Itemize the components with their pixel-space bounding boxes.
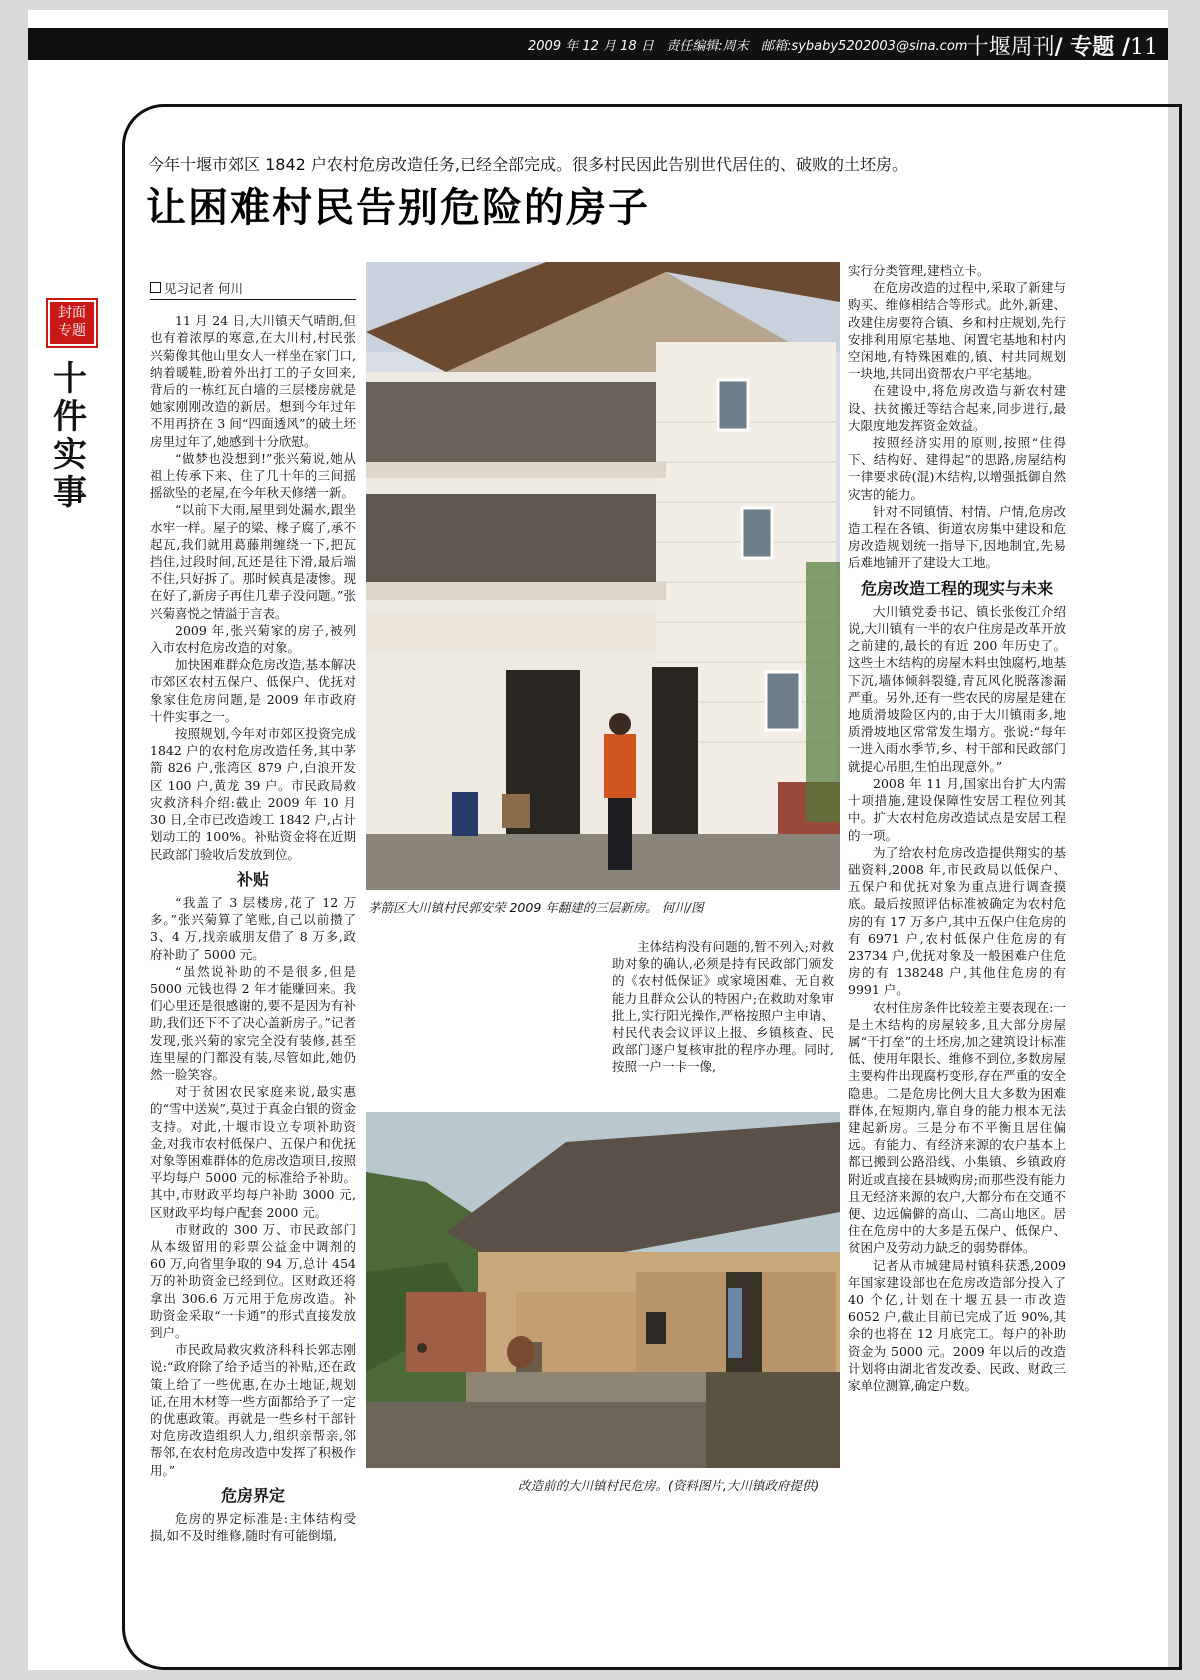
subheading-definition: 危房界定 <box>220 1485 285 1505</box>
paragraph: 2009 年,张兴菊家的房子,被列入市农村危房改造的对象。 <box>150 622 356 656</box>
publication-name: 十堰周刊 <box>966 35 1055 60</box>
article-headline: 让困难村民告别危险的房子 <box>146 185 650 231</box>
page-header-bar <box>28 28 1168 60</box>
paragraph: 11 月 24 日,大川镇天气晴朗,但也有着浓厚的寒意,在大川村,村民张兴菊像其他山里女人一样坐在家门口,纳着暖鞋,盼着外出打工的子女回来,背后的一栋红瓦白墙的三层楼房就是她家刚刚改造的新居。想到今年过年不用再挤在 3 间“四面透风”的破土坯房里过年了,她感到十分欣慰。 <box>150 313 356 449</box>
paragraph: “以前下大雨,屋里到处漏水,跟坐水牢一样。屋子的梁、椽子腐了,承不起瓦,我们就用葛藤荆缠绕一下,把瓦挡住,过段时间,瓦还是往下滑,最后端不住,只好拆了。那时候真是凄惨。现在好了,新房子再住几辈子没问题。”张兴菊喜悦之情溢于言表。 <box>150 502 356 621</box>
column-title <box>52 360 88 512</box>
column-title-char: 十 <box>53 359 87 399</box>
article-lead: 今年十堰市郊区 1842 户农村危房改造任务,已经全部完成。很多村民因此告别世代居住的、破败的土坯房。 <box>148 155 908 174</box>
old-house-illustration <box>366 1112 840 1468</box>
paragraph: 大川镇党委书记、镇长张俊江介绍说,大川镇有一半的农户住房是改革开放之前建的,最长的有近 200 年历史了。这些土木结构的房屋木料虫蚀腐朽,地基下沉,墙体倾斜裂缝,青瓦风化脱落渗漏严重。另外,还有一些农民的房屋是建在地质滑坡险区内的,由于大川镇雨多,地质滑坡地区常常发生塌方。张说:“每年一进入雨水季节,乡、村干部和民政部门就提心吊胆,生怕出现意外。” <box>848 603 1066 774</box>
photo-old-house <box>366 1112 840 1468</box>
photo-caption-old-house: 改造前的大川镇村民危房。(资料图片,大川镇政府提供) <box>518 1478 820 1493</box>
page-number: 11 <box>1130 35 1158 60</box>
paragraph: 2008 年 11 月,国家出台扩大内需十项措施,建设保障性安居工程位列其中。扩大农村危房改造试点是安居工程的一项。 <box>848 775 1066 843</box>
section-badge <box>48 300 96 346</box>
byline-text: 见习记者 何川 <box>164 281 243 296</box>
paragraph: 按照经济实用的原则,按照“住得下、结构好、建得起”的思路,房屋结构一律要求砖(混)木结构,以增强抵御自然灾害的能力。 <box>848 435 1066 502</box>
byline-box-icon <box>150 282 161 293</box>
photo-caption-new-house: 茅箭区大川镇村民郭安荣 2009 年翻建的三层新房。 何川/图 <box>368 900 704 915</box>
paragraph: 市财政的 300 万、市民政部门从本级留用的彩票公益金中调剂的 60 万,向省里争取的 94 万,总计 454 万的补助资金已经到位。区财政还将拿出 306.6 万元用于危房改造。补助资金采取“一卡通”的形式直接发放到户。 <box>150 1221 356 1340</box>
paragraph: 危房的界定标准是:主体结构受损,如不及时维修,随时有可能倒塌, <box>150 1511 356 1544</box>
paragraph: 实行分类管理,建档立卡。 <box>848 263 990 278</box>
paragraph: 市民政局救灾救济科科长郭志刚说:“政府除了给予适当的补贴,还在政策上给了一些优惠,在办土地证,规划证,在用木材等一些方面都给予了一定的优惠政策。再就是一些乡村干部针对危房改造组织人力,组织亲帮亲,邻帮邻,在农村危房改造中发挥了积极作用。” <box>150 1342 356 1478</box>
paragraph: “做梦也没想到!”张兴菊说,她从祖上传承下来、住了几十年的三间摇摇欲坠的老屋,在今年秋天修缮一新。 <box>150 450 356 501</box>
paragraph: 按照规划,今年对市郊区投资完成 1842 户的农村危房改造任务,其中茅箭 826 户,张湾区 879 户,白浪开发区 100 户,黄龙 39 户。市民政局救灾救济科介绍:截止 2009 年 10 月 30 日,全市已改造竣工 1842 户,占计划动工的 100%。补贴资金将在近期民政部门验收后发放到位。 <box>150 726 356 862</box>
paragraph: 在建设中,将危房改造与新农村建设、扶贫搬迁等结合起来,同步进行,最大限度地发挥资金效益。 <box>848 383 1066 433</box>
badge-label-top: 封面 <box>58 305 86 321</box>
paragraph: 记者从市城建局村镇科获悉,2009 年国家建设部也在危房改造部分投入了 40 个亿,计划在十堰五县一市改造 6052 户,截止目前已完成了近 90%,其余的也将在 12 月底完工。每户的补助资金为 5000 元。2009 年以后的改造计划将由湖北省发改委、民政、财政三家单位测算,确定户数。 <box>848 1257 1066 1393</box>
photo-new-house <box>366 262 840 890</box>
paragraph: 在危房改造的过程中,采取了新建与购买、维修相结合等形式。此外,新建、改建住房要符合镇、乡和村庄规划,先行安排利用原宅基地、闲置宅基地和村内空闲地,有特殊困难的,镇、村共同规划一块地,共同出资帮农户平宅基地。 <box>848 280 1066 382</box>
paragraph: 加快困难群众危房改造,基本解决市郊区农村五保户、低保户、优抚对象家住危房问题,是 2009 年市政府十件实事之一。 <box>150 657 356 724</box>
byline <box>150 280 356 300</box>
editor-email: 邮箱:sybaby5202003@sina.com <box>761 39 968 54</box>
paragraph: “虽然说补助的不是很多,但是 5000 元钱也得 2 年才能赚回来。我们心里还是很感谢的,要不是因为有补助,我们还下不了决心盖新房子。”记者发现,张兴菊的家完全没有装修,甚至连里屋的门都没有装,尽管如此,她仍然一脸笑容。 <box>150 963 356 1082</box>
issue-date: 2009 年 12 月 18 日 <box>528 39 654 54</box>
masthead <box>967 30 1158 61</box>
new-house-illustration <box>366 262 840 890</box>
paragraph: 农村住房条件比较差主要表现在:一是土木结构的房屋较多,且大部分房屋属“干打垒”的土坯房,加之建筑设计标准低、使用年限长、维修不到位,多数房屋主要构件出现腐朽变形,存在严重的安全隐患。二是危房比例大且大多数为困难群体,在短期内,靠自身的能力根本无法建起新房。三是分布不平衡且居住偏远。有能力、有经济来源的农户基本上都已搬到公路沿线、小集镇、乡镇政府附近或直接在县城购房;而那些没有能力且无经济来源的农户,大都分布在交通不便、边远偏僻的高山、二高山地区。居住在危房中的大多是五保户、低保户、贫困户及劳动力缺乏的弱势群体。 <box>848 999 1066 1256</box>
column-title-char: 实 <box>53 435 87 475</box>
column-title-char: 事 <box>53 473 87 513</box>
paragraph: 对于贫困农民家庭来说,最实惠的“雪中送炭”,莫过于真金白银的资金支持。对此,十堰市设立专项补助资金,对我市农村低保户、五保户和优抚对象等困难群体的危房改造项目,按照平均每户 5000 元的标准给予补助。其中,市财政平均每户补助 3000 元,区财政平均每户配套 2000 元。 <box>150 1084 356 1220</box>
article-column-3 <box>848 262 1066 1394</box>
article-column-1 <box>150 280 356 1544</box>
paragraph: 主体结构没有问题的,暂不列入;对救助对象的确认,必须是持有民政部门颁发的《农村低保证》或家境困难、无自救能力且群众公认的特困户;在救助对象审批上,实行阳光操作,严格按照户主申请、村民代表会议评议上报、乡镇核查、民政部门逐户复核审批的程序办理。同时,按照一户一卡一像, <box>612 939 834 1075</box>
paragraph: “我盖了 3 层楼房,花了 12 万多。”张兴菊算了笔账,自己以前攒了 3、4 万,找亲戚朋友借了 8 万多,政府补助了 5000 元。 <box>150 894 356 962</box>
paragraph: 针对不同镇情、村情、户情,危房改造工程在各镇、街道农房集中建设和危房改造规划统一指导下,因地制宜,先易后难地铺开了建设大工地。 <box>848 503 1066 571</box>
article-column-2 <box>612 938 834 1076</box>
editor-credit: 责任编辑:周末 <box>666 39 749 54</box>
paragraph: 为了给农村危房改造提供翔实的基础资料,2008 年,市民政局以低保户、五保户和优抚对象为重点进行调查摸底。最后按照评估标准被确定为农村危房的有 17 万多户,其中五保户住危房的有 6971 户,农村低保户住危房的有 23734 户,优抚对象及一般困难户住危房的有 138248 户,其他住危房的有 9991 户。 <box>848 844 1066 998</box>
header-info <box>528 35 967 54</box>
section-name: / 专题 / <box>1054 34 1130 60</box>
column-title-char: 件 <box>53 397 87 437</box>
subheading-subsidy: 补贴 <box>236 869 269 889</box>
subheading-reality: 危房改造工程的现实与未来 <box>860 578 1053 598</box>
badge-label-bottom: 专题 <box>58 323 86 339</box>
